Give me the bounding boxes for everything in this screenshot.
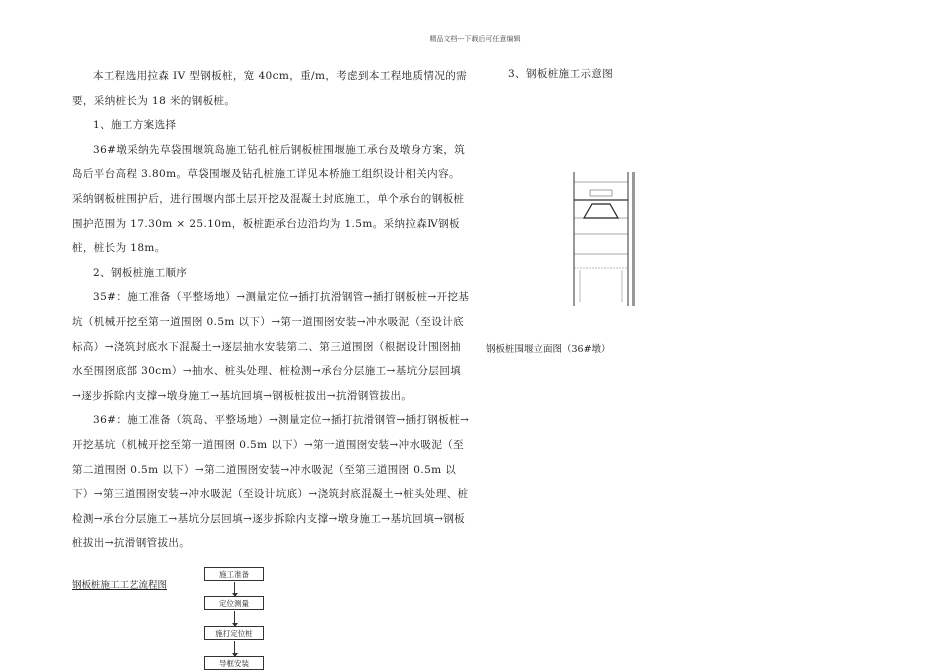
flowchart-caption: 钢板桩施工工艺流程图	[72, 580, 168, 591]
flow-step: 导框安装	[204, 656, 264, 670]
paragraph-plan: 36#墩采纳先草袋围堰筑岛施工钻孔桩后钢板桩围堰施工承台及墩身方案，筑岛后平台高程 3.80m。草袋围堰及钻孔桩施工详见本桥施工组织设计相关内容。采纳钢板桩围护后，进行围堰内部土层开挖及混凝土封底施工，单个承台的钢板桩围护范围为 17.30m × 25.10m，板桩距承台边沿均为 1.5m。采纳拉森Ⅳ钢板桩，桩长为 18m。	[72, 143, 466, 255]
flow-step: 施打定位桩	[204, 626, 264, 640]
page-header: 精品文档---下载后可任意编辑	[429, 35, 521, 43]
flow-step: 施工准备	[204, 567, 264, 581]
cofferdam-elevation-figure	[570, 170, 636, 310]
paragraph-36-sequence: 36#：施工准备（筑岛、平整场地）→测量定位→插打抗滑钢管→插打钢板桩→开挖基坑（机械开挖至第一道围囹 0.5m 以下）→第一道围囹安装→冲水吸泥（至第二道围囹 0.5m 以下）→第二道围囹安装→冲水吸泥（至第三道围囹 0.5m 以下）→第三道围囹安装→冲水吸泥（至设计坑底）→浇筑封底混凝土→桩头处理、桩检测→承台分层施工→基坑分层回填→逐步拆除内支撑→墩身施工→基坑回填→钢板桩拔出→抗滑钢管拔出。	[72, 414, 470, 550]
body-text	[72, 64, 470, 556]
flow-arrow	[234, 582, 235, 596]
flow-arrow	[234, 641, 235, 656]
heading-sequence: 2、钢板桩施工顺序	[93, 266, 188, 279]
flow-arrow	[234, 611, 235, 626]
heading-plan-selection: 1、施工方案选择	[93, 119, 177, 132]
flow-step: 定位测量	[204, 596, 264, 610]
figure-section-title: 3、钢板桩施工示意图	[508, 68, 614, 80]
figure-caption: 钢板桩围堰立面图（36#墩）	[486, 344, 611, 355]
paragraph-intro: 本工程选用拉森 IV 型钢板桩，宽 40cm，重/m，考虑到本工程地质情况的需要，采纳桩长为 18 米的钢板桩。	[72, 70, 468, 107]
paragraph-35-sequence: 35#：施工准备（平整场地）→测量定位→插打抗滑钢管→插打钢板桩→开挖基坑（机械开挖至第一道围囹 0.5m 以下）→第一道围囹安装→冲水吸泥（至设计底标高）→浇筑封底水下混凝土→逐层抽水安装第二、第三道围囹（根据设计围囹抽水至围囹底部 30cm）→抽水、桩头处理、桩检测→承台分层施工→基坑分层回填→逐步拆除内支撑→墩身施工→基坑回填→钢板桩拔出→抗滑钢管拔出。	[72, 291, 470, 402]
